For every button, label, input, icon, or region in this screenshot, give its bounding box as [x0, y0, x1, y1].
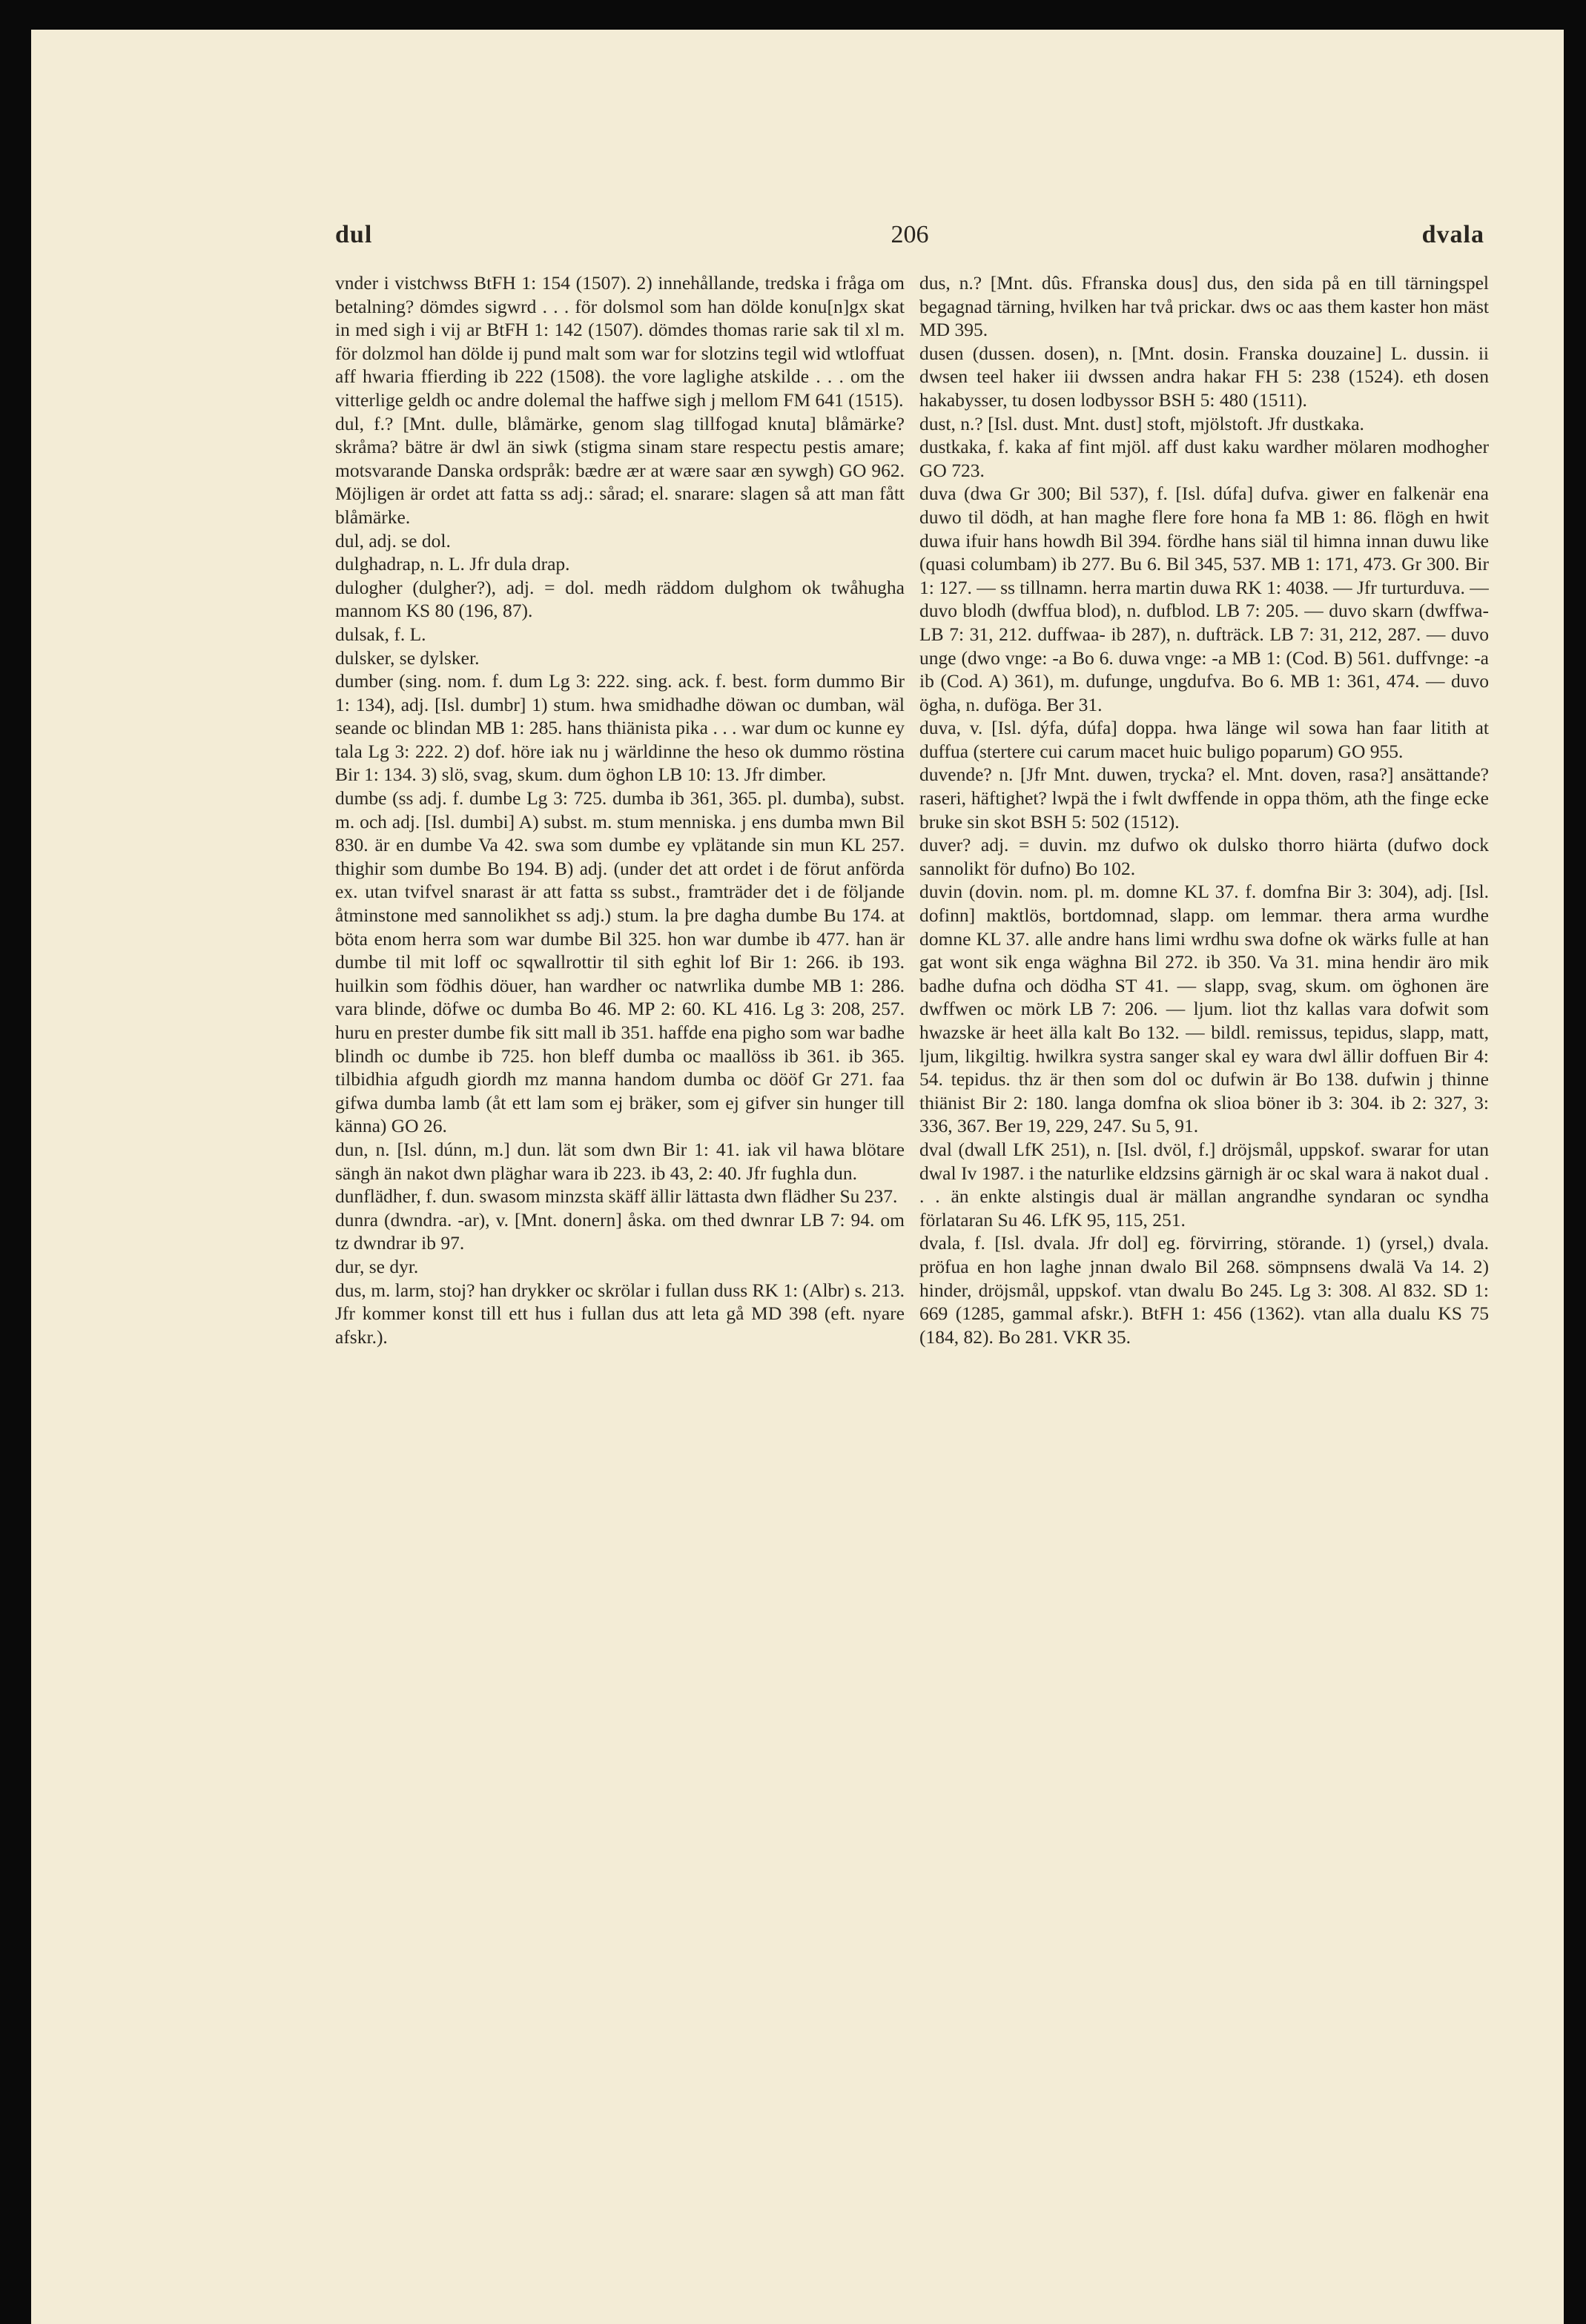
entry-dulghadrap: dulghadrap, n. L. Jfr dula drap. [335, 553, 570, 575]
entry-dunfladher: dunflädher, f. dun. swasom minzsta skäff ällir lättasta dwn flädher Su 237. [335, 1185, 898, 1208]
running-head-left: dul [335, 221, 373, 248]
entry-dust: dust, n.? [Isl. dust. Mnt. dust] stoft, mjölstoft. Jfr dustkaka. [919, 412, 1364, 434]
entry-duva-v: duva, v. [Isl. dýfa, dúfa] doppa. hwa länge wil sowa han faar litith at duffua (stertere cui carum macet huic buligo poparum) GO 955. [919, 717, 1489, 762]
entry-dulsak: dulsak, f. L. [335, 623, 426, 645]
entry-dur: dur, se dyr. [335, 1255, 419, 1277]
entry-dustkaka: dustkaka, f. kaka af fint mjöl. aff dust kaku wardher mölaren modhogher GO 723. [919, 436, 1489, 481]
dictionary-page [31, 30, 1564, 2324]
running-head [335, 221, 1484, 251]
entry-dulogher: dulogher (dulgher?), adj. = dol. medh räddom dulghom ok twåhugha mannom KS 80 (196, 87). [335, 576, 905, 622]
scan-border-left [0, 0, 31, 2324]
entry-duva-f: duva (dwa Gr 300; Bil 537), f. [Isl. dúfa] dufva. giwer en falkenär ena duwo til dödh, at han maghe flere fore hona fa MB 1: 86. flögh en hwit duwa ifuir hans howdh Bil 394. fördhe hans siäl til himna innan duwu like (quasi columbam) ib 277. Bu 6. Bil 345, 537. MB 1: 171, 473. Gr 300. Bir 1: 127. — ss tillnamn. herra martin duwa RK 1: 4038. — Jfr turturduva. — [919, 483, 1489, 598]
entry-dusen: dusen (dussen. dosen), n. [Mnt. dosin. Franska douzaine] L. dussin. ii dwsen teel haker iii dwssen andra hakar FH 5: 238 (1524). eth dosen hakabysser, tu dosen lodbyssor BSH 5: 480 (1511). [919, 342, 1489, 411]
page-number: 206 [891, 221, 929, 248]
entry-dus-m: dus, m. larm, stoj? han drykker oc skrölar i fullan duss RK 1: (Albr) s. 213. Jfr kommer konst till ett hus i fullan dus att leta gå MD 398 (eft. nyare afskr.). [335, 1279, 905, 1348]
scan-border-right [1564, 0, 1586, 2324]
entry-duvin: duvin (dovin. nom. pl. m. domne KL 37. f. domfna Bir 3: 304), adj. [Isl. dofinn] maktlös, bortdomnad, slapp. om lemmar. thera arma wurdhe domne KL 37. alle andre hans limi wrdhu swa dofne ok wärks fulle at han gat wont sik enga wäghna Bil 272. ib 350. Va 31. mina hendir äro mik badhe dufna och dödha ST 41. — slapp, svag, skum. om öghonen äre dwffwen oc mörk LB 7: 206. — ljum. liot thz kallas vara dofwit som hwazske är heet älla kalt Bo 132. — bildl. remissus, tepidus, slapp, matt, ljum, likgiltig. hwilkra systra sanger skal ey wara dwl ällir doffuen Bir 4: 54. tepidus. thz är then som dol oc dufwin är Bo 138. dufwin j thinne thiänist Bir 2: 180. langa domfna ok slioa böner ib 3: 304. ib 2: 327, 3: 336, 367. Ber 19, 229, 247. Su 5, 91. [919, 881, 1489, 1137]
entry-dus-n: dus, n.? [Mnt. dûs. Ffranska dous] dus, den sida på en till tärningspel begagnad tärning, hvilken har två prickar. dws oc aas them kaster hon mäst MD 395. [919, 272, 1489, 341]
entry-continuation: vnder i vistchwss BtFH 1: 154 (1507). 2) innehållande, tredska i fråga om betalning? dömdes sigwrd . . . för dolsmol som han dölde konu[n]gx skat in med sigh i vij ar BtFH 1: 142 (1507). dömdes thomas rarie sak til xl m. för dolzmol han dölde ij pund malt som war for slotzins tegil wid wtloffuat aff hwaria ffierding ib 222 (1508). the vore laglighe atskilde . . . om the vitterlige geldh oc andre dolemal the haffwe sigh j mellom FM 641 (1515). [335, 272, 905, 411]
entry-duvende: duvende? n. [Jfr Mnt. duwen, trycka? el. Mnt. doven, rasa?] ansättande? raseri, häftighet? lwpä the i fwlt dwffende in oppa thöm, ath the finge ecke bruke sin skot BSH 5: 502 (1512). [919, 764, 1489, 832]
entry-duver: duver? adj. = duvin. mz dufwo ok dulsko thorro hiärta (dufwo dock sannolikt för dufno) Bo 102. [919, 834, 1489, 879]
running-head-right: dvala [1421, 221, 1484, 248]
entry-duvo-compounds: duvo blodh (dwffua blod), n. dufblod. LB 7: 205. — duvo skarn (dwffwa- LB 7: 31, 212. duffwaa- ib 287), n. dufträck. LB 7: 31, 212, 287. — duvo unge (dwo vnge: -a Bo 6. duwa vnge: -a MB 1: (Cod. B) 561. duffvnge: -a ib (Cod. A) 361), m. dufunge, ungdufva. Bo 6. MB 1: 361, 474. — duvo ögha, n. duföga. Ber 31. [919, 600, 1489, 715]
entry-dulsker: dulsker, se dylsker. [335, 646, 480, 669]
left-column [335, 271, 905, 1348]
right-column [919, 271, 1489, 1348]
scan-border-top [0, 0, 1586, 30]
entry-dumber: dumber (sing. nom. f. dum Lg 3: 222. sing. ack. f. best. form dummo Bir 1: 134), adj. [Isl. dumbr] 1) stum. hwa smidhadhe döwan oc dumban, wäl seande oc blindan MB 1: 285. hans thiänista pika . . . war dum oc kunne ey tala Lg 3: 222. 2) dof. höre iak nu j wärldinne the heso ok dummo röstina Bir 1: 134. 3) slö, svag, skum. dum öghon LB 10: 13. Jfr dimber. [335, 670, 905, 786]
entry-dunra: dunra (dwndra. -ar), v. [Mnt. donern] åska. om thed dwnrar LB 7: 94. om tz dwndrar ib 97. [335, 1208, 905, 1254]
entry-dul-f: dul, f.? [Mnt. dulle, blåmärke, genom slag tillfogad knuta] blåmärke? skråma? bätre är dwl än siwk (stigma sinam stare respectu pestis amare; motsvarande Danska ordspråk: bædre ær at wære saar æn sywgh) GO 962. Möjligen är ordet att fatta ss adj.: sårad; el. snarare: slagen så att man fått blåmärke. [335, 412, 905, 528]
entry-dvala: dvala, f. [Isl. dvala. Jfr dol] eg. förvirring, störande. 1) (yrsel,) dvala. pröfua en hon laghe jnnan dwalo Bil 268. sömpnsens dwalä Va 14. 2) hinder, dröjsmål, uppskof. vtan dwalu Bo 245. Lg 3: 308. Al 832. SD 1: 669 (1285, gammal afskr.). BtFH 1: 456 (1362). vtan alla dualu KS 75 (184, 82). Bo 281. VKR 35. [919, 1232, 1489, 1348]
entry-dul-adj: dul, adj. se dol. [335, 529, 451, 552]
entry-dval: dval (dwall LfK 251), n. [Isl. dvöl, f.] dröjsmål, uppskof. swarar for utan dwal Iv 1987. i the naturlike eldzsins gärnigh är oc skal wara ä nakot dual . . . än enkte alstingis dual är mällan angrandhe syndaran oc syndha förlataran Su 46. LfK 95, 115, 251. [919, 1138, 1489, 1231]
entry-dun: dun, n. [Isl. dúnn, m.] dun. lät som dwn Bir 1: 41. iak vil hawa blötare sängh än nakot dwn pläghar wara ib 223. ib 43, 2: 40. Jfr fughla dun. [335, 1138, 905, 1184]
entry-dumbe: dumbe (ss adj. f. dumbe Lg 3: 725. dumba ib 361, 365. pl. dumba), subst. m. och adj. [Isl. dumbi] A) subst. m. stum menniska. j ens dumba mwn Bil 830. är en dumbe Va 42. swa som dumbe ey vplätande sin mun KL 257. thighir som dumbe Bo 194. B) adj. (under det att ordet i de förut anförda ex. utan tvifvel snarast är att fatta ss subst., framträder det i de följande åtminstone med sannolikhet ss adj.) stum. la þre dagha dumbe Bu 174. at böta enom herra som war dumbe Bil 325. hon war dumbe ib 477. han är dumbe til mit loff oc sqwallrottir til sith eghit lof Bir 1: 266. ib 193. huilkin som födhis döuer, han wardher oc natwrlika dumbe MB 1: 286. vara blinde, döfwe oc dumba Bo 46. MP 2: 60. KL 416. Lg 3: 208, 257. huru en prester dumbe fik sitt mall ib 351. haffde ena pigho som war badhe blindh oc dumbe ib 725. hon bleff dumba oc maallöss ib 361. ib 365. tilbidhia afgudh giordh mz manna handom dumba oc dööf Gr 271. faa gifwa dumba lamb (åt ett lam som ej bräker, som ej gifver sin hunger till känna) GO 26. [335, 787, 905, 1137]
